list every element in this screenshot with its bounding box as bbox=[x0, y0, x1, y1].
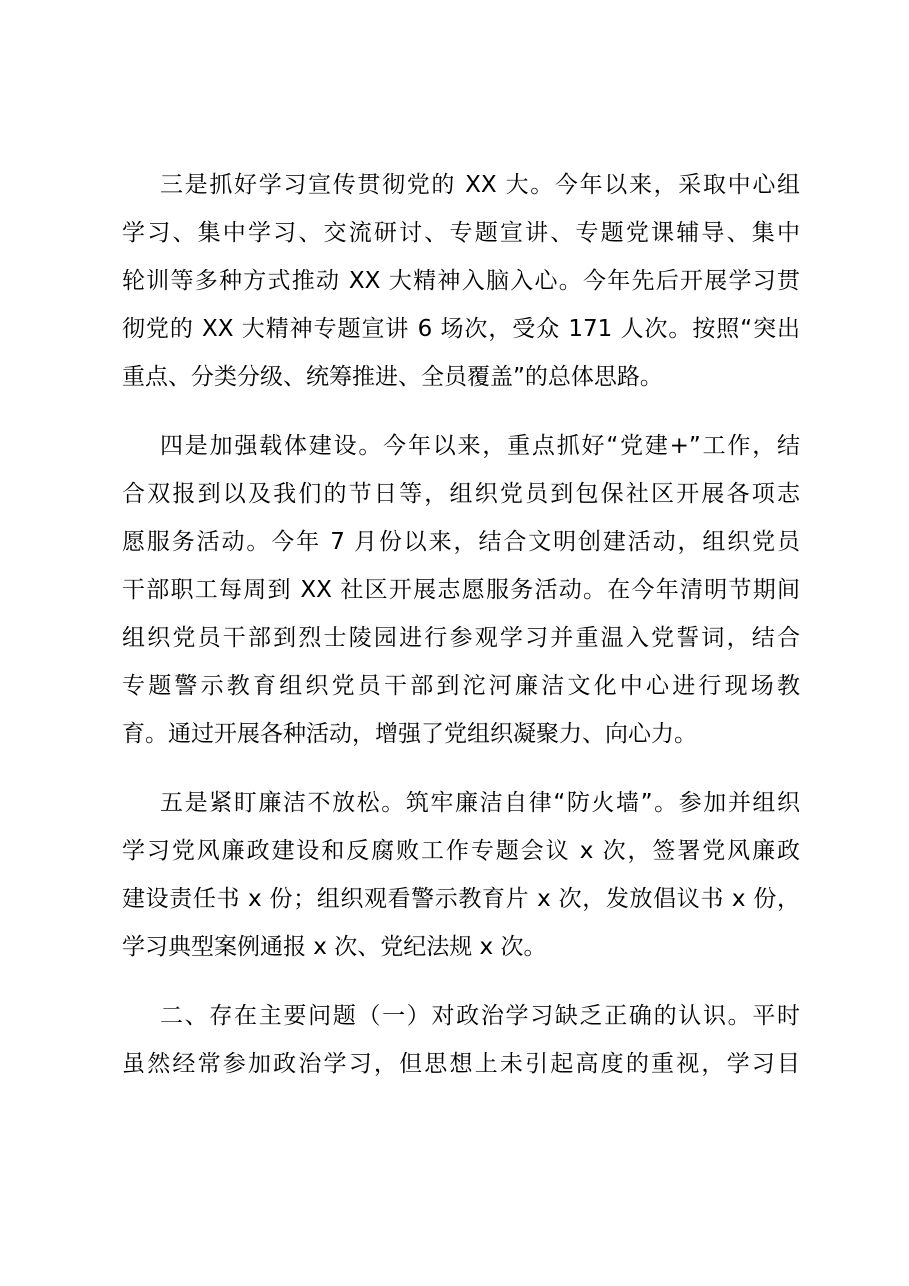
text-line: 干部职工每周到 XX 社区开展志愿服务活动。在今年清明节期间 bbox=[122, 577, 800, 603]
paragraph-existing-problems bbox=[122, 992, 800, 1088]
text-line: 专题警示教育组织党员干部到沱河廉洁文化中心进行现场教 bbox=[122, 673, 800, 699]
text-line: 组织党员干部到烈士陵园进行参观学习并重温入党誓词，结合 bbox=[122, 625, 800, 651]
text-line: 学习典型案例通报 x 次、党纪法规 x 次。 bbox=[122, 934, 547, 960]
text-line: 五是紧盯廉洁不放松。筑牢廉洁自律“防火墙”。参加并组织 bbox=[160, 790, 800, 816]
text-line: 轮训等多种方式推动 XX 大精神入脑入心。今年先后开展学习贯 bbox=[122, 268, 800, 294]
paragraph-carrier-building bbox=[122, 422, 800, 758]
text-line: 建设责任书 x 份；组织观看警示教育片 x 次，发放倡议书 x 份， bbox=[122, 886, 800, 912]
document-body bbox=[122, 161, 800, 1109]
text-line: 重点、分类分级、统筹推进、全员覆盖”的总体思路。 bbox=[122, 364, 663, 390]
text-line: 合双报到以及我们的节日等，组织党员到包保社区开展各项志 bbox=[122, 481, 800, 507]
text-line: 二、存在主要问题（一）对政治学习缺乏正确的认识。平时 bbox=[160, 1003, 800, 1029]
text-line: 虽然经常参加政治学习，但思想上未引起高度的重视，学习目 bbox=[122, 1051, 800, 1077]
text-line: 四是加强载体建设。今年以来，重点抓好“党建+”工作，结 bbox=[160, 433, 800, 459]
text-line: 学习党风廉政建设和反腐败工作专题会议 x 次，签署党风廉政 bbox=[122, 838, 800, 864]
text-line: 彻党的 XX 大精神专题宣讲 6 场次，受众 171 人次。按照“突出 bbox=[122, 316, 800, 342]
text-line: 愿服务活动。今年 7 月份以来，结合文明创建活动，组织党员 bbox=[122, 529, 800, 555]
paragraph-integrity bbox=[122, 779, 800, 971]
text-line: 三是抓好学习宣传贯彻党的 XX 大。今年以来，采取中心组 bbox=[160, 172, 800, 198]
text-line: 育。通过开展各种活动，增强了党组织凝聚力、向心力。 bbox=[122, 721, 697, 747]
paragraph-study-propaganda bbox=[122, 161, 800, 401]
text-line: 学习、集中学习、交流研讨、专题宣讲、专题党课辅导、集中 bbox=[122, 220, 800, 246]
